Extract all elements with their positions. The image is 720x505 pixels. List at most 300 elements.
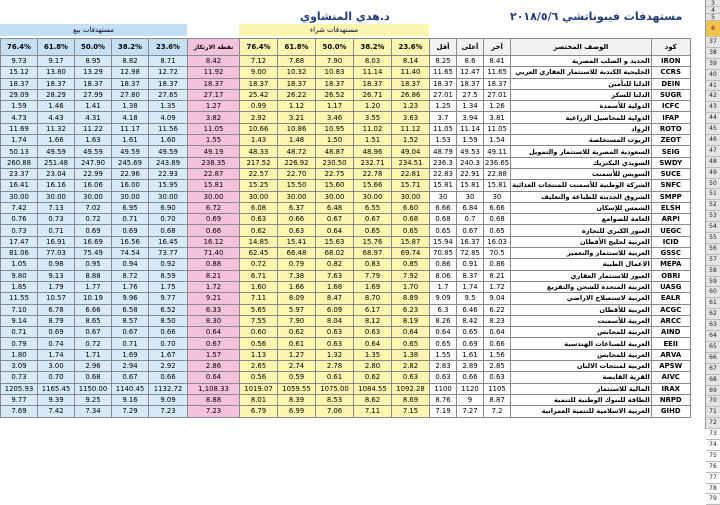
column-header[interactable]: 23.6% — [392, 39, 430, 56]
table-row[interactable] — [1, 281, 691, 292]
table-row[interactable] — [1, 270, 691, 281]
sell-target-cell[interactable]: 251.48 — [38, 157, 75, 168]
sell-target-cell[interactable]: 23.37 — [1, 168, 38, 179]
sell-target-cell[interactable]: 11.56 — [149, 123, 188, 134]
buy-target-cell[interactable]: 0.79 — [278, 259, 316, 270]
buy-target-cell[interactable]: 22.57 — [240, 168, 278, 179]
sell-target-cell[interactable]: 49.59 — [38, 146, 75, 157]
buy-target-cell[interactable]: 3.46 — [316, 112, 354, 123]
buy-target-cell[interactable]: 0.61 — [316, 372, 354, 383]
sell-target-cell[interactable]: 1.76 — [112, 281, 149, 292]
sell-target-cell[interactable]: 10.57 — [38, 293, 75, 304]
sell-target-cell[interactable]: 0.94 — [112, 259, 149, 270]
high-cell[interactable]: 8.6 — [457, 56, 484, 67]
buy-target-cell[interactable]: 0.63 — [278, 225, 316, 236]
buy-target-cell[interactable]: 8.04 — [316, 315, 354, 326]
stock-name-cell[interactable]: الشروق الحديثة للطباعة والتغليف — [511, 191, 652, 202]
sell-target-cell[interactable]: 245.69 — [112, 157, 149, 168]
low-cell[interactable]: 8.76 — [430, 394, 457, 405]
high-cell[interactable]: 1.34 — [457, 101, 484, 112]
buy-target-cell[interactable]: 15.71 — [392, 180, 430, 191]
table-row[interactable] — [1, 293, 691, 304]
table-row[interactable] — [1, 338, 691, 349]
high-cell[interactable]: 22.91 — [457, 168, 484, 179]
buy-target-cell[interactable]: 0.85 — [392, 259, 430, 270]
last-cell[interactable]: 1.54 — [484, 135, 511, 146]
buy-target-cell[interactable]: 5.65 — [240, 304, 278, 315]
column-header[interactable]: 61.8% — [38, 39, 75, 56]
sell-target-cell[interactable]: 9.14 — [1, 315, 38, 326]
sell-target-cell[interactable]: 1.67 — [149, 349, 188, 360]
sell-target-cell[interactable]: 8.50 — [149, 315, 188, 326]
last-cell[interactable]: 8.21 — [484, 270, 511, 281]
sell-target-cell[interactable]: 0.71 — [112, 214, 149, 225]
high-cell[interactable]: 1.59 — [457, 135, 484, 146]
high-cell[interactable]: 0.7 — [457, 214, 484, 225]
buy-target-cell[interactable]: 1.35 — [354, 349, 392, 360]
stock-name-cell[interactable]: العربية للصناعات الهندسية — [511, 338, 652, 349]
stock-name-cell[interactable]: العربية للمحابس — [511, 327, 652, 338]
stock-code-cell[interactable]: ELSH — [651, 202, 690, 213]
stock-code-cell[interactable]: MEPA — [651, 259, 690, 270]
buy-target-cell[interactable]: 0.67 — [354, 214, 392, 225]
column-header[interactable]: 38.2% — [112, 39, 149, 56]
low-cell[interactable]: 0.65 — [430, 338, 457, 349]
buy-target-cell[interactable]: 18.37 — [392, 78, 430, 89]
buy-target-cell[interactable]: 15.41 — [278, 236, 316, 247]
sell-target-cell[interactable]: 1.77 — [75, 281, 112, 292]
table-row[interactable] — [1, 168, 691, 179]
high-cell[interactable]: 3.94 — [457, 112, 484, 123]
sell-target-cell[interactable]: 16.41 — [1, 180, 38, 191]
high-cell[interactable]: 18.37 — [457, 78, 484, 89]
sell-target-cell[interactable]: 30.00 — [112, 191, 149, 202]
high-cell[interactable]: 1.74 — [457, 281, 484, 292]
stock-name-cell[interactable]: الزيوت المستخلصة — [511, 135, 652, 146]
sell-target-cell[interactable]: 9.17 — [38, 56, 75, 67]
stock-name-cell[interactable]: الطاقة للبنوك الوطنية للتنمية — [511, 394, 652, 405]
buy-target-cell[interactable]: 30.00 — [278, 191, 316, 202]
table-row[interactable] — [1, 236, 691, 247]
table-row[interactable] — [1, 157, 691, 168]
sell-target-cell[interactable]: 1.75 — [149, 281, 188, 292]
stock-name-cell[interactable]: العربية للأقطان — [511, 304, 652, 315]
buy-target-cell[interactable]: 8.53 — [316, 394, 354, 405]
stock-name-cell[interactable]: الشركة الوطنية للأسمنت للمنتجات الغذائية — [512, 181, 650, 190]
table-row[interactable] — [1, 259, 691, 270]
last-cell[interactable]: 0.63 — [484, 372, 511, 383]
table-row[interactable] — [1, 112, 691, 123]
sell-target-cell[interactable]: 16.16 — [38, 180, 75, 191]
buy-target-cell[interactable]: 230.50 — [316, 157, 354, 168]
row-number[interactable]: 50 — [706, 179, 720, 190]
buy-target-cell[interactable]: 1.43 — [240, 135, 278, 146]
buy-target-cell[interactable]: 6.09 — [316, 304, 354, 315]
pivot-point-cell[interactable]: 6.33 — [188, 304, 240, 315]
stock-code-cell[interactable]: SNFC — [651, 180, 690, 191]
buy-target-cell[interactable]: 18.37 — [316, 78, 354, 89]
column-header[interactable]: الوصف المختصر — [511, 39, 652, 56]
stock-code-cell[interactable]: ICID — [651, 236, 690, 247]
table-row[interactable] — [1, 78, 691, 89]
sell-target-cell[interactable]: 30.00 — [1, 191, 38, 202]
low-cell[interactable]: 0.65 — [430, 225, 457, 236]
stock-code-cell[interactable]: SWDY — [651, 157, 690, 168]
high-cell[interactable]: 12.47 — [457, 67, 484, 78]
row-number[interactable]: 78 — [706, 484, 720, 495]
sell-target-cell[interactable]: 1.71 — [75, 349, 112, 360]
sell-target-cell[interactable]: 10.19 — [75, 293, 112, 304]
sell-target-cell[interactable]: 6.90 — [149, 202, 188, 213]
buy-target-cell[interactable]: 8.12 — [354, 315, 392, 326]
buy-target-cell[interactable]: 8.09 — [278, 293, 316, 304]
pivot-point-cell[interactable]: 1.55 — [188, 135, 240, 146]
sell-target-cell[interactable]: 9.73 — [1, 56, 38, 67]
buy-target-cell[interactable]: 2.82 — [392, 361, 430, 372]
buy-target-cell[interactable]: 0.99 — [240, 101, 278, 112]
sell-target-cell[interactable]: 1.74 — [38, 349, 75, 360]
column-header[interactable]: 38.2% — [354, 39, 392, 56]
row-number[interactable]: 49 — [706, 168, 720, 179]
row-number[interactable]: 62 — [706, 309, 720, 320]
sell-target-cell[interactable]: 1.63 — [75, 135, 112, 146]
buy-target-cell[interactable]: 0.82 — [316, 259, 354, 270]
buy-target-cell[interactable]: 14.85 — [240, 236, 278, 247]
buy-target-cell[interactable]: 0.63 — [240, 214, 278, 225]
sell-target-cell[interactable]: 18.37 — [1, 78, 38, 89]
sell-target-cell[interactable]: 8.72 — [112, 270, 149, 281]
sell-target-cell[interactable]: 8.57 — [112, 315, 149, 326]
sell-target-cell[interactable]: 8.88 — [75, 270, 112, 281]
stock-name-cell[interactable]: العربية لاستصلاح الاراضي — [511, 293, 652, 304]
stock-name-cell[interactable]: العربية للمحابس — [511, 349, 652, 360]
last-cell[interactable]: 18.37 — [484, 78, 511, 89]
table-row[interactable] — [1, 315, 691, 326]
buy-target-cell[interactable]: 7.38 — [278, 270, 316, 281]
low-cell[interactable]: 27.01 — [430, 89, 457, 100]
last-cell[interactable]: 30 — [484, 191, 511, 202]
low-cell[interactable]: 48.79 — [430, 146, 457, 157]
sell-target-cell[interactable]: 1132.72 — [149, 383, 188, 394]
stock-code-cell[interactable]: NRPD — [651, 394, 690, 405]
buy-target-cell[interactable]: 7.92 — [392, 270, 430, 281]
sell-target-cell[interactable]: 0.95 — [75, 259, 112, 270]
sell-target-cell[interactable]: 12.72 — [149, 67, 188, 78]
pivot-point-cell[interactable]: 71.40 — [188, 248, 240, 259]
buy-target-cell[interactable]: 5.97 — [278, 304, 316, 315]
pivot-point-cell[interactable]: 0.64 — [188, 372, 240, 383]
buy-target-cell[interactable]: 48.72 — [278, 146, 316, 157]
sell-target-cell[interactable]: 3.00 — [38, 361, 75, 372]
sell-target-cell[interactable]: 29.09 — [1, 89, 38, 100]
stock-code-cell[interactable]: IRON — [651, 56, 690, 67]
sell-target-cell[interactable]: 16.45 — [149, 236, 188, 247]
buy-target-cell[interactable]: 3.55 — [354, 112, 392, 123]
pivot-point-cell[interactable]: 22.87 — [188, 168, 240, 179]
sell-target-cell[interactable]: 1.80 — [1, 349, 38, 360]
row-number[interactable]: 45 — [706, 124, 720, 135]
sell-target-cell[interactable]: 12.98 — [112, 67, 149, 78]
high-cell[interactable]: 240.3 — [457, 157, 484, 168]
last-cell[interactable]: 6.66 — [484, 202, 511, 213]
sell-target-cell[interactable]: 7.10 — [1, 304, 38, 315]
row-number[interactable]: 57 — [706, 255, 720, 266]
stock-name-cell[interactable]: العربية المتحدة للشحن والتفريغ — [511, 281, 652, 292]
sell-target-cell[interactable]: 4.73 — [1, 112, 38, 123]
buy-target-cell[interactable]: 1.70 — [392, 281, 430, 292]
pivot-point-cell[interactable]: 15.81 — [188, 180, 240, 191]
sell-target-cell[interactable]: 243.89 — [149, 157, 188, 168]
low-cell[interactable]: 1.25 — [430, 101, 457, 112]
sell-target-cell[interactable]: 17.47 — [1, 236, 38, 247]
buy-target-cell[interactable]: 0.62 — [278, 327, 316, 338]
buy-target-cell[interactable]: 18.37 — [240, 78, 278, 89]
table-row[interactable] — [1, 202, 691, 213]
row-number[interactable]: 3 — [706, 0, 720, 7]
sell-target-cell[interactable]: 0.98 — [38, 259, 75, 270]
buy-target-cell[interactable]: 1.68 — [316, 281, 354, 292]
low-cell[interactable]: 3.7 — [430, 112, 457, 123]
sell-target-cell[interactable]: 9.80 — [1, 270, 38, 281]
row-number[interactable]: 79 — [706, 494, 720, 505]
buy-target-cell[interactable]: 10.32 — [278, 67, 316, 78]
sell-target-cell[interactable]: 18.37 — [112, 78, 149, 89]
buy-target-cell[interactable]: 1.69 — [354, 281, 392, 292]
pivot-point-cell[interactable]: 0.69 — [188, 214, 240, 225]
last-cell[interactable]: 8.41 — [484, 56, 511, 67]
sell-target-cell[interactable]: 4.18 — [112, 112, 149, 123]
buy-target-cell[interactable]: 0.60 — [240, 327, 278, 338]
high-cell[interactable]: 1120 — [457, 383, 484, 394]
row-number[interactable]: 47 — [706, 146, 720, 157]
stock-name-cell[interactable]: الخليجية الكندية للاستثمار العقاري العربي — [511, 67, 652, 78]
buy-target-cell[interactable]: 8.19 — [392, 315, 430, 326]
stock-code-cell[interactable]: SUGR — [651, 89, 690, 100]
row-number[interactable]: 61 — [706, 298, 720, 309]
sell-target-cell[interactable]: 50.13 — [1, 146, 38, 157]
buy-target-cell[interactable]: 11.40 — [392, 67, 430, 78]
row-number[interactable]: 6 — [706, 21, 720, 37]
stock-code-cell[interactable]: CCRS — [651, 67, 690, 78]
sell-target-cell[interactable]: 1.69 — [112, 349, 149, 360]
pivot-point-cell[interactable]: 0.66 — [188, 225, 240, 236]
high-cell[interactable]: 49.53 — [457, 146, 484, 157]
buy-target-cell[interactable]: 15.63 — [316, 236, 354, 247]
buy-target-cell[interactable]: 7.12 — [240, 56, 278, 67]
stock-name-cell[interactable]: القرية القابضة — [511, 372, 652, 383]
table-row[interactable] — [1, 146, 691, 157]
sell-target-cell[interactable]: 6.66 — [75, 304, 112, 315]
stock-code-cell[interactable]: GSSC — [651, 248, 690, 259]
pivot-point-cell[interactable]: 8.88 — [188, 394, 240, 405]
high-cell[interactable]: 7.27 — [457, 406, 484, 417]
sell-target-cell[interactable]: 1.41 — [75, 101, 112, 112]
high-cell[interactable]: 0.66 — [457, 372, 484, 383]
sell-target-cell[interactable]: 13.29 — [75, 67, 112, 78]
buy-target-cell[interactable]: 48.96 — [354, 146, 392, 157]
sell-target-cell[interactable]: 1150.00 — [75, 383, 112, 394]
buy-target-cell[interactable]: 0.59 — [278, 372, 316, 383]
sell-target-cell[interactable]: 9.77 — [1, 394, 38, 405]
last-cell[interactable]: 1.72 — [484, 281, 511, 292]
sell-target-cell[interactable]: 27.65 — [149, 89, 188, 100]
buy-target-cell[interactable]: 8.89 — [392, 293, 430, 304]
sell-target-cell[interactable]: 0.73 — [38, 214, 75, 225]
buy-target-cell[interactable]: 26.52 — [316, 89, 354, 100]
low-cell[interactable]: 15.94 — [430, 236, 457, 247]
buy-target-cell[interactable]: 1.38 — [392, 349, 430, 360]
buy-target-cell[interactable]: 0.66 — [278, 214, 316, 225]
buy-target-cell[interactable]: 48.33 — [240, 146, 278, 157]
pivot-point-cell[interactable]: 0.64 — [188, 327, 240, 338]
buy-target-cell[interactable]: 10.66 — [240, 123, 278, 134]
low-cell[interactable]: 8.06 — [430, 270, 457, 281]
buy-target-cell[interactable]: 3.63 — [392, 112, 430, 123]
table-row[interactable] — [1, 67, 691, 78]
table-row[interactable] — [1, 383, 691, 394]
pivot-point-cell[interactable]: 238.35 — [188, 157, 240, 168]
row-number[interactable]: 71 — [706, 407, 720, 418]
sell-target-cell[interactable]: 11.32 — [38, 123, 75, 134]
column-header[interactable]: أعلى — [457, 39, 484, 56]
high-cell[interactable]: 27.5 — [457, 89, 484, 100]
row-number[interactable]: 43 — [706, 102, 720, 113]
stock-name-cell[interactable]: الدلتا للسكر — [511, 89, 652, 100]
pivot-point-cell[interactable]: 8.42 — [188, 56, 240, 67]
buy-target-cell[interactable]: 2.92 — [240, 112, 278, 123]
buy-target-cell[interactable]: 30.00 — [392, 191, 430, 202]
buy-target-cell[interactable]: 8.69 — [392, 394, 430, 405]
low-cell[interactable]: 8.26 — [430, 315, 457, 326]
sell-target-cell[interactable]: 1.85 — [1, 281, 38, 292]
buy-target-cell[interactable]: 26.22 — [278, 89, 316, 100]
buy-target-cell[interactable]: 6.71 — [240, 270, 278, 281]
sell-target-cell[interactable]: 4.43 — [38, 112, 75, 123]
high-cell[interactable]: 30 — [457, 191, 484, 202]
stock-name-cell[interactable]: العبور للاستثمار العقاري — [511, 270, 652, 281]
buy-target-cell[interactable]: 11.12 — [392, 123, 430, 134]
stock-name-cell[interactable]: المالية للاستثمار — [511, 383, 652, 394]
sell-target-cell[interactable]: 6.78 — [38, 304, 75, 315]
sell-target-cell[interactable]: 16.06 — [75, 180, 112, 191]
sell-target-cell[interactable]: 15.95 — [149, 180, 188, 191]
high-cell[interactable]: 8.37 — [457, 270, 484, 281]
buy-target-cell[interactable]: 15.25 — [240, 180, 278, 191]
sell-target-cell[interactable]: 0.72 — [75, 214, 112, 225]
sell-target-cell[interactable]: 8.79 — [38, 315, 75, 326]
buy-target-cell[interactable]: 2.78 — [316, 361, 354, 372]
high-cell[interactable]: 72.85 — [457, 248, 484, 259]
sell-target-cell[interactable]: 9.77 — [149, 293, 188, 304]
sell-target-cell[interactable]: 75.49 — [75, 248, 112, 259]
buy-target-cell[interactable]: 1.12 — [278, 101, 316, 112]
buy-target-cell[interactable]: 22.81 — [392, 168, 430, 179]
sell-target-cell[interactable]: 9.39 — [38, 394, 75, 405]
buy-target-cell[interactable]: 1075.00 — [316, 383, 354, 394]
sell-target-cell[interactable]: 81.06 — [1, 248, 38, 259]
buy-target-cell[interactable]: 1092.28 — [392, 383, 430, 394]
last-cell[interactable]: 0.86 — [484, 259, 511, 270]
table-row[interactable] — [1, 248, 691, 259]
sell-target-cell[interactable]: 0.68 — [75, 372, 112, 383]
buy-target-cell[interactable]: 15.60 — [316, 180, 354, 191]
sell-target-cell[interactable]: 9.25 — [75, 394, 112, 405]
row-number[interactable]: 64 — [706, 331, 720, 342]
buy-target-cell[interactable]: 8.70 — [354, 293, 392, 304]
row-number[interactable]: 69 — [706, 386, 720, 397]
last-cell[interactable]: 8.23 — [484, 315, 511, 326]
buy-target-cell[interactable]: 10.86 — [278, 123, 316, 134]
buy-target-cell[interactable]: 0.64 — [392, 327, 430, 338]
buy-target-cell[interactable]: 8.62 — [354, 394, 392, 405]
pivot-point-cell[interactable]: 2.86 — [188, 361, 240, 372]
sell-target-cell[interactable]: 11.69 — [1, 123, 38, 134]
last-cell[interactable]: 8.87 — [484, 394, 511, 405]
column-header[interactable]: 23.6% — [149, 39, 188, 56]
buy-target-cell[interactable]: 8.47 — [316, 293, 354, 304]
column-header[interactable]: 76.4% — [1, 39, 38, 56]
low-cell[interactable]: 0.64 — [430, 327, 457, 338]
sell-target-cell[interactable]: 0.69 — [112, 225, 149, 236]
stock-code-cell[interactable]: GIHD — [651, 406, 690, 417]
row-number[interactable]: 4 — [706, 7, 720, 14]
low-cell[interactable]: 6.66 — [430, 202, 457, 213]
sell-target-cell[interactable]: 7.69 — [1, 406, 38, 417]
sell-target-cell[interactable]: 0.71 — [1, 327, 38, 338]
last-cell[interactable]: 27.01 — [484, 89, 511, 100]
last-cell[interactable]: 2.85 — [484, 361, 511, 372]
stock-name-cell[interactable]: السويدي اليكتريك — [511, 157, 652, 168]
buy-target-cell[interactable]: 6.55 — [354, 202, 392, 213]
column-header[interactable]: 50.0% — [75, 39, 112, 56]
pivot-point-cell[interactable]: 49.19 — [188, 146, 240, 157]
stock-code-cell[interactable]: EEII — [651, 338, 690, 349]
buy-target-cell[interactable]: 6.60 — [392, 202, 430, 213]
sell-target-cell[interactable]: 22.99 — [75, 168, 112, 179]
low-cell[interactable]: 6.3 — [430, 304, 457, 315]
row-number[interactable]: 42 — [706, 91, 720, 102]
buy-target-cell[interactable]: 1084.55 — [354, 383, 392, 394]
stock-name-cell[interactable]: العربية للاستثمار والتعمير — [511, 248, 652, 259]
buy-target-cell[interactable]: 7.79 — [354, 270, 392, 281]
low-cell[interactable]: 11.65 — [430, 67, 457, 78]
buy-target-cell[interactable]: 1.20 — [354, 101, 392, 112]
pivot-point-cell[interactable]: 11.05 — [188, 123, 240, 134]
sell-target-cell[interactable]: 30.00 — [149, 191, 188, 202]
low-cell[interactable]: 9.09 — [430, 293, 457, 304]
stock-name-cell[interactable]: العربية للأسمنت — [511, 315, 652, 326]
sell-target-cell[interactable]: 1.60 — [149, 135, 188, 146]
row-number[interactable]: 53 — [706, 211, 720, 222]
buy-target-cell[interactable]: 0.61 — [278, 338, 316, 349]
buy-target-cell[interactable]: 2.74 — [278, 361, 316, 372]
pivot-point-cell[interactable]: 1.27 — [188, 101, 240, 112]
stock-name-cell[interactable]: الحديد و الصلب المصرية — [511, 56, 652, 67]
sell-target-cell[interactable]: 18.37 — [38, 78, 75, 89]
stock-name-cell[interactable]: العربية لمنتجات الالبان — [511, 361, 652, 372]
sell-target-cell[interactable]: 1165.45 — [38, 383, 75, 394]
buy-target-cell[interactable]: 0.72 — [240, 259, 278, 270]
sell-target-cell[interactable]: 27.80 — [112, 89, 149, 100]
last-cell[interactable]: 236.65 — [485, 158, 510, 167]
pivot-point-cell[interactable]: 6.72 — [188, 202, 240, 213]
buy-target-cell[interactable]: 7.06 — [316, 406, 354, 417]
stock-code-cell[interactable]: ICFC — [651, 101, 690, 112]
last-cell[interactable]: 0.65 — [484, 225, 511, 236]
table-row[interactable] — [1, 101, 691, 112]
sell-target-cell[interactable]: 1.66 — [38, 135, 75, 146]
low-cell[interactable]: 2.83 — [430, 361, 457, 372]
